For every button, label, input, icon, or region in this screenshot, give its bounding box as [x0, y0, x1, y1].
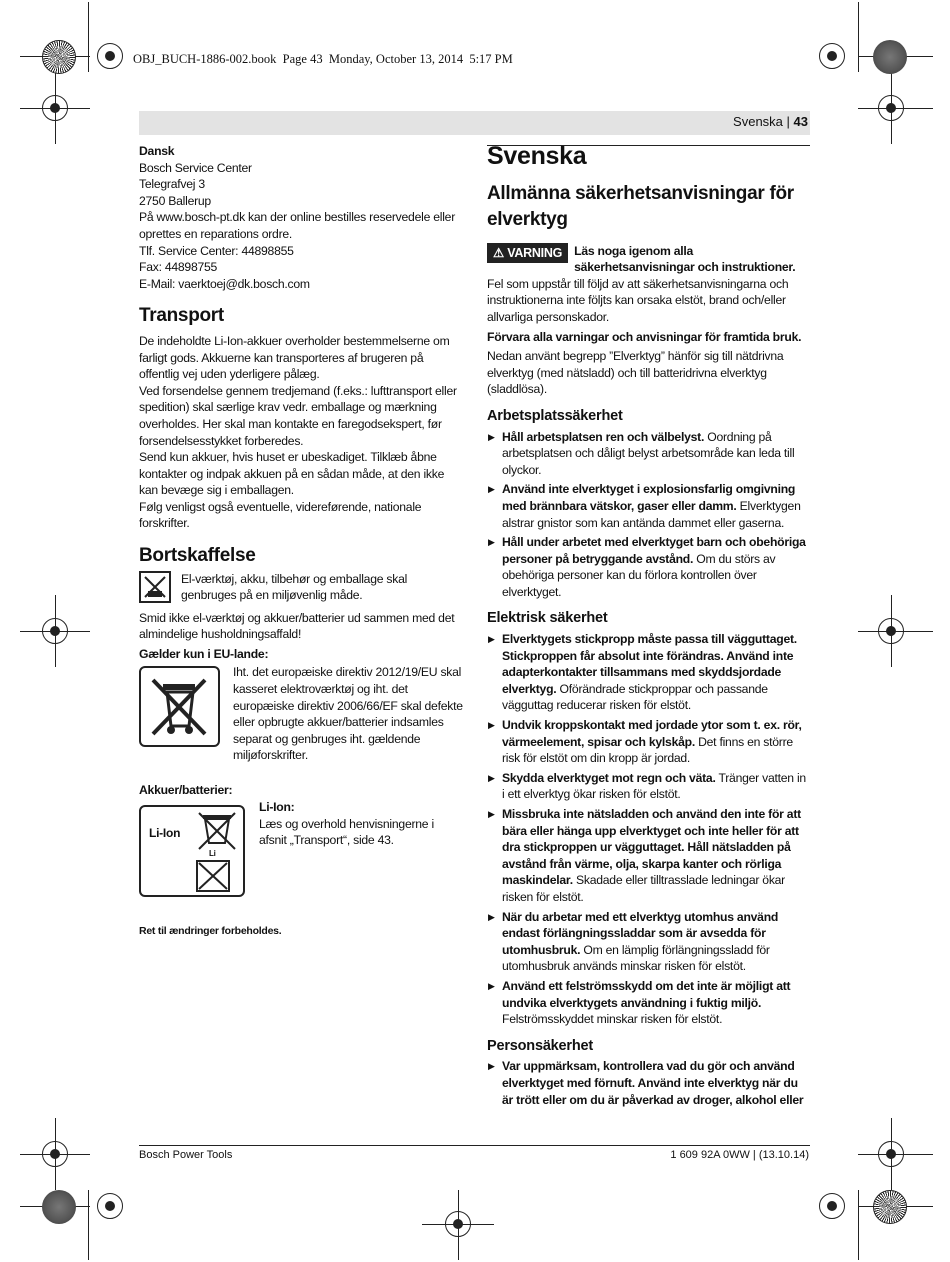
warning-block	[487, 243, 810, 326]
list-item	[487, 631, 810, 714]
transport-paragraph: De indeholdte Li-Ion-akkuer overholder bestemmelserne om farligt gods. Akkuerne kan transporteres af brugeren på offentlig vej uden yderligere pålæg.	[139, 333, 450, 382]
crop-mark	[858, 1190, 859, 1260]
registration-mark-icon	[445, 1211, 471, 1237]
keep-instructions: Förvara alla varningar och anvisningar för framtida bruk.	[487, 329, 802, 344]
color-dial-icon	[873, 1190, 907, 1224]
item-bold: Elverktygets stickpropp måste passa till vägguttaget. Stickproppen får absolut inte förändras. Använd inte adapterkontakter tillsammans med skyddsjordade elverktyg.	[502, 632, 797, 696]
transport-paragraph: Følg venligst også eventuelle, videreførende, nationale forskrifter.	[139, 499, 422, 531]
list-item	[487, 717, 810, 767]
footer-rule	[139, 1145, 810, 1146]
page-number: 43	[793, 114, 808, 129]
eu-title: Gælder kun i EU-lande:	[139, 646, 269, 661]
changes-note: Ret til ændringer forbeholdes.	[139, 925, 282, 938]
recycle-text: El-værktøj, akku, tilbehør og emballage skal genbruges på en miljøvenlig måde.	[181, 571, 408, 603]
transport-paragraph: Ved forsendelse gennem tredjemand (f.eks.: lufttransport eller spedition) skal særlige krav vedr. emballage og mærkning overholdes. Her skal man kontakte en faregodsekspert, før forsendelsesstykket forberedes.	[139, 383, 457, 448]
recycle-icon	[139, 571, 171, 603]
item-text: Om du störs av obehöriga personer kan du förlora kontrollen över elverktyget.	[502, 551, 776, 599]
registration-mark-icon	[878, 1141, 904, 1167]
warning-badge	[487, 243, 568, 264]
list-item	[487, 909, 810, 975]
liion-icon-label: Li-Ion	[149, 826, 181, 841]
page-header-lang: Svenska	[733, 114, 783, 129]
registration-mark-icon	[42, 95, 68, 121]
weee-bin-icon	[139, 666, 220, 747]
section-title: Allmänna säkerhetsanvisningar för elverktyg	[487, 182, 794, 230]
liion-info	[259, 799, 463, 849]
item-text: Tränger vatten in i ett elverktyg ökar risken för elstöt.	[502, 770, 806, 802]
dansk-line: Tlf. Service Center: 44898855	[139, 243, 294, 258]
item-text: Det finns en större risk för elstöt om din kropp är jordad.	[502, 734, 793, 766]
eu-directive-text: Iht. det europæiske direktiv 2012/19/EU skal kasseret elektroværktøj og iht. det europæiske direktiv 2006/66/EF skal defekte eller opbrugte akkuer/batterier indsamles separat og genbruges iht. gældende miljøforskrifter.	[233, 665, 463, 763]
dansk-line: Fax: 44898755	[139, 260, 218, 275]
color-dial-icon	[42, 40, 76, 74]
liion-recycle-icon	[139, 805, 245, 897]
dansk-title: Dansk	[139, 144, 175, 158]
registration-mark-icon	[819, 43, 845, 69]
item-text: Om en lämplig förlängningssladd för utomhusbruk används minskar risken för elstöt.	[502, 942, 770, 974]
transport-paragraph: Send kun akkuer, hvis huset er ubeskadiget. Tilklæb åbne kontakter og indpak akkuen på en sådan måde, at den ikke kan bevæge sig i emballagen.	[139, 450, 445, 498]
dansk-line: På www.bosch-pt.dk kan der online bestilles reservedele eller oprettes en reparations ordre.	[139, 210, 456, 241]
item-bold: Missbruka inte nätsladden och använd den inte för att bära eller hänga upp elverktyget och inte heller för att dra stickproppen ur vägguttaget. Håll nätsladden på avstånd från värme, olja, skarpa kanter och rörliga maskindelar.	[502, 807, 801, 888]
footer-right: 1 609 92A 0WW | (13.10.14)	[670, 1149, 809, 1161]
bortskaffelse-paragraph: Smid ikke el-værktøj og akkuer/batterier ud sammen med det almindelige husholdningsaffald!	[139, 610, 455, 642]
warning-badge-label: VARNING	[507, 245, 563, 260]
print-header: OBJ_BUCH-1886-002.book Page 43 Monday, October 13, 2014 5:17 PM	[133, 52, 513, 66]
list-item	[487, 481, 810, 531]
color-dial-icon	[873, 40, 907, 74]
registration-mark-icon	[878, 618, 904, 644]
list-item	[487, 978, 810, 1028]
liion-label: Li-Ion:	[259, 800, 295, 815]
item-text: Oförändrade stickproppar och passande vägguttag reducerar risken för elstöt.	[502, 681, 768, 713]
item-bold: Håll arbetsplatsen ren och välbelyst.	[502, 429, 705, 444]
registration-mark-icon	[42, 1141, 68, 1167]
item-text: Skadade eller tilltrasslade ledningar ökar risken för elstöt.	[502, 873, 785, 904]
item-text: Elverktygen alstrar gnistor som kan antända dammet eller gaserna.	[502, 498, 801, 530]
footer-left: Bosch Power Tools	[139, 1149, 233, 1161]
registration-mark-icon	[97, 1193, 123, 1219]
crop-mark	[88, 1190, 89, 1260]
color-dial-icon	[42, 1190, 76, 1224]
warning-rest: Fel som uppstår till följd av att säkerhetsanvisningarna och instruktionerna inte följts kan orsaka elstöt, brand och/eller allvarliga personskador.	[487, 276, 789, 324]
weee-row	[139, 664, 463, 782]
bortskaffelse-heading: Bortskaffelse	[139, 545, 256, 567]
list-item	[487, 770, 810, 803]
item-bold: Använd inte elverktyget i explosionsfarlig omgivning med brännbara vätskor, gaser eller damm.	[502, 482, 796, 513]
dansk-line: E-Mail: vaerktoej@dk.bosch.com	[139, 276, 310, 291]
electrical-heading: Elektrisk säkerhet	[487, 610, 608, 627]
svenska-title: Svenska	[487, 142, 587, 170]
akkuer-title: Akkuer/batterier:	[139, 783, 233, 798]
li-small-label: Li	[209, 849, 216, 859]
item-bold: Håll under arbetet med elverktyget barn och obehöriga personer på betryggande avstånd.	[502, 535, 806, 566]
crop-mark	[88, 2, 89, 72]
item-bold: Använd ett felströmsskydd om det inte är möjligt att undvika elverktygets användning i fuktig miljö.	[502, 978, 791, 1010]
registration-mark-icon	[42, 618, 68, 644]
warning-triangle-icon: ⚠	[493, 245, 508, 260]
term-definition: Nedan använt begrepp ”Elverktyg” hänför sig till nätdrivna elverktyg (med nätsladd) och till batteridrivna elverktyg (sladdlösa).	[487, 349, 784, 397]
item-bold: Undvik kroppskontakt med jordade ytor som t. ex. rör, värmeelement, spisar och kylskåp.	[502, 718, 802, 749]
item-bold: Skydda elverktyget mot regn och väta.	[502, 770, 716, 785]
dansk-line: Telegrafvej 3	[139, 177, 205, 192]
liion-text: Læs og overhold henvisningerne i afsnit „Transport“, side 43.	[259, 816, 434, 848]
page-header	[733, 114, 808, 129]
left-column	[139, 143, 463, 940]
work-area-list	[487, 429, 810, 601]
liion-row	[139, 800, 463, 911]
dansk-line: Bosch Service Center	[139, 160, 252, 175]
item-bold: När du arbetar med ett elverktyg utomhus använd endast förlängningssladdar som är avsedda för utomhusbruk.	[502, 909, 779, 957]
registration-mark-icon	[878, 95, 904, 121]
item-text: Oordning på arbetsplatsen och dåligt belyst arbetsområde kan leda till olyckor.	[502, 429, 795, 477]
registration-mark-icon	[97, 43, 123, 69]
list-item	[487, 534, 810, 600]
crop-mark	[858, 2, 859, 72]
right-column	[487, 142, 810, 1111]
dansk-line: 2750 Ballerup	[139, 193, 211, 208]
page-header-separator: |	[782, 114, 794, 129]
page-header-band	[139, 111, 810, 135]
warning-bold: Läs noga igenom alla säkerhetsanvisningar och instruktioner.	[574, 243, 796, 275]
item-text: Felströmsskyddet minskar risken för elstöt.	[502, 1012, 723, 1027]
personal-safety-heading: Personsäkerhet	[487, 1037, 594, 1054]
transport-heading: Transport	[139, 305, 224, 327]
item-bold: Var uppmärksam, kontrollera vad du gör och använd elverktyget med förnuft. Använd inte elverktyg när du är trött eller om du är påverkad av droger, alkohol eller	[502, 1059, 804, 1107]
list-item	[487, 429, 810, 479]
svenska-title-wrap	[487, 142, 810, 170]
registration-mark-icon	[819, 1193, 845, 1219]
list-item	[487, 1058, 810, 1108]
work-area-heading: Arbetsplatssäkerhet	[487, 407, 623, 424]
list-item	[487, 806, 810, 906]
personal-safety-list	[487, 1058, 810, 1108]
recycle-row	[139, 571, 463, 605]
electrical-list	[487, 631, 810, 1028]
